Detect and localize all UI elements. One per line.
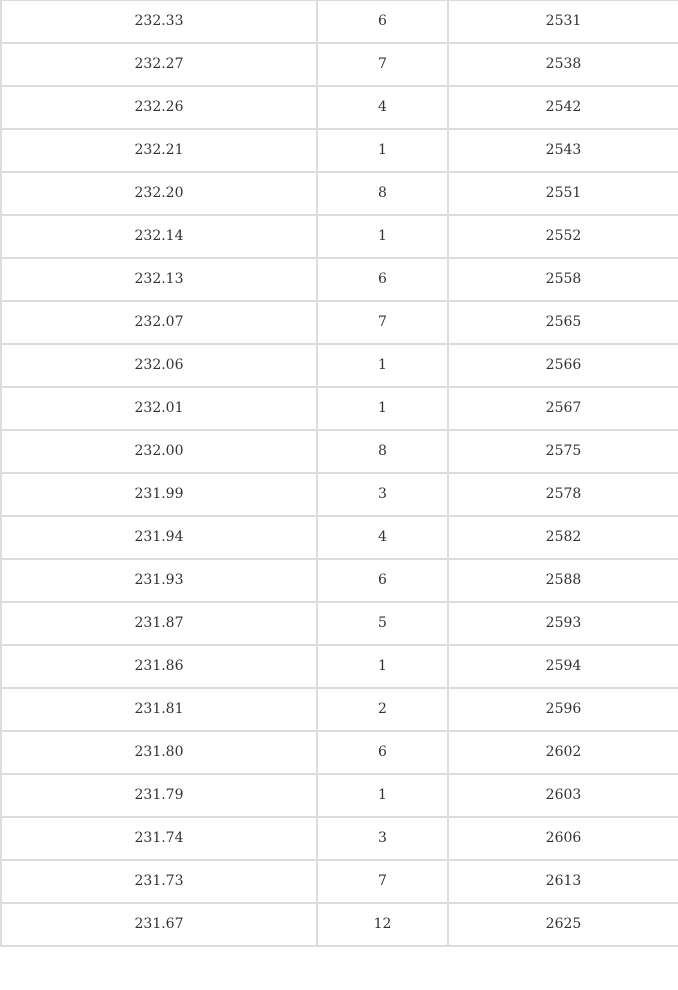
count-cell: 1 [317, 387, 448, 430]
table-row [1, 172, 678, 215]
cumulative-cell: 2543 [448, 129, 678, 172]
score-cell: 232.06 [1, 344, 317, 387]
count-cell: 7 [317, 860, 448, 903]
table-row [1, 688, 678, 731]
count-cell: 1 [317, 645, 448, 688]
score-cell: 231.80 [1, 731, 317, 774]
score-cell: 231.87 [1, 602, 317, 645]
cumulative-cell: 2602 [448, 731, 678, 774]
count-cell: 6 [317, 731, 448, 774]
cumulative-cell: 2606 [448, 817, 678, 860]
score-cell: 231.79 [1, 774, 317, 817]
cumulative-cell: 2596 [448, 688, 678, 731]
count-cell: 6 [317, 258, 448, 301]
count-cell: 8 [317, 172, 448, 215]
cumulative-cell: 2575 [448, 430, 678, 473]
score-cell: 232.07 [1, 301, 317, 344]
score-cell: 231.81 [1, 688, 317, 731]
cumulative-cell: 2625 [448, 903, 678, 946]
cumulative-cell: 2578 [448, 473, 678, 516]
count-cell: 7 [317, 301, 448, 344]
cumulative-cell: 2567 [448, 387, 678, 430]
count-cell: 1 [317, 215, 448, 258]
count-cell: 3 [317, 817, 448, 860]
table-row [1, 817, 678, 860]
score-cell: 232.14 [1, 215, 317, 258]
score-cell: 232.00 [1, 430, 317, 473]
count-cell: 6 [317, 559, 448, 602]
cumulative-cell: 2582 [448, 516, 678, 559]
table-row [1, 903, 678, 946]
table-row [1, 0, 678, 43]
cumulative-cell: 2542 [448, 86, 678, 129]
count-cell: 3 [317, 473, 448, 516]
count-cell: 7 [317, 43, 448, 86]
score-cell: 232.01 [1, 387, 317, 430]
count-cell: 1 [317, 774, 448, 817]
score-cell: 232.33 [1, 0, 317, 43]
cumulative-cell: 2593 [448, 602, 678, 645]
table-row [1, 344, 678, 387]
cumulative-cell: 2603 [448, 774, 678, 817]
score-cell: 232.20 [1, 172, 317, 215]
score-cell: 231.86 [1, 645, 317, 688]
table-row [1, 473, 678, 516]
count-cell: 12 [317, 903, 448, 946]
score-cell: 232.13 [1, 258, 317, 301]
table-row [1, 430, 678, 473]
score-cell: 231.73 [1, 860, 317, 903]
cumulative-cell: 2565 [448, 301, 678, 344]
score-cell: 231.93 [1, 559, 317, 602]
count-cell: 5 [317, 602, 448, 645]
cumulative-cell: 2551 [448, 172, 678, 215]
table-row [1, 301, 678, 344]
table-row [1, 258, 678, 301]
cumulative-cell: 2613 [448, 860, 678, 903]
table-row [1, 559, 678, 602]
score-cell: 232.26 [1, 86, 317, 129]
table-body [1, 0, 678, 946]
score-cell: 231.74 [1, 817, 317, 860]
cumulative-cell: 2552 [448, 215, 678, 258]
count-cell: 1 [317, 129, 448, 172]
table-row [1, 731, 678, 774]
score-cell: 232.27 [1, 43, 317, 86]
count-cell: 1 [317, 344, 448, 387]
table-row [1, 387, 678, 430]
table-row [1, 86, 678, 129]
count-cell: 8 [317, 430, 448, 473]
score-cell: 231.94 [1, 516, 317, 559]
cumulative-cell: 2588 [448, 559, 678, 602]
cumulative-cell: 2566 [448, 344, 678, 387]
table-row [1, 43, 678, 86]
table-row [1, 774, 678, 817]
table-row [1, 645, 678, 688]
count-cell: 4 [317, 516, 448, 559]
count-cell: 2 [317, 688, 448, 731]
table-row [1, 129, 678, 172]
table-row [1, 860, 678, 903]
count-cell: 4 [317, 86, 448, 129]
cumulative-cell: 2594 [448, 645, 678, 688]
table-row [1, 602, 678, 645]
score-cell: 232.21 [1, 129, 317, 172]
score-cell: 231.67 [1, 903, 317, 946]
cumulative-cell: 2538 [448, 43, 678, 86]
cumulative-cell: 2531 [448, 0, 678, 43]
count-cell: 6 [317, 0, 448, 43]
cumulative-cell: 2558 [448, 258, 678, 301]
table-row [1, 516, 678, 559]
table-row [1, 215, 678, 258]
score-cell: 231.99 [1, 473, 317, 516]
